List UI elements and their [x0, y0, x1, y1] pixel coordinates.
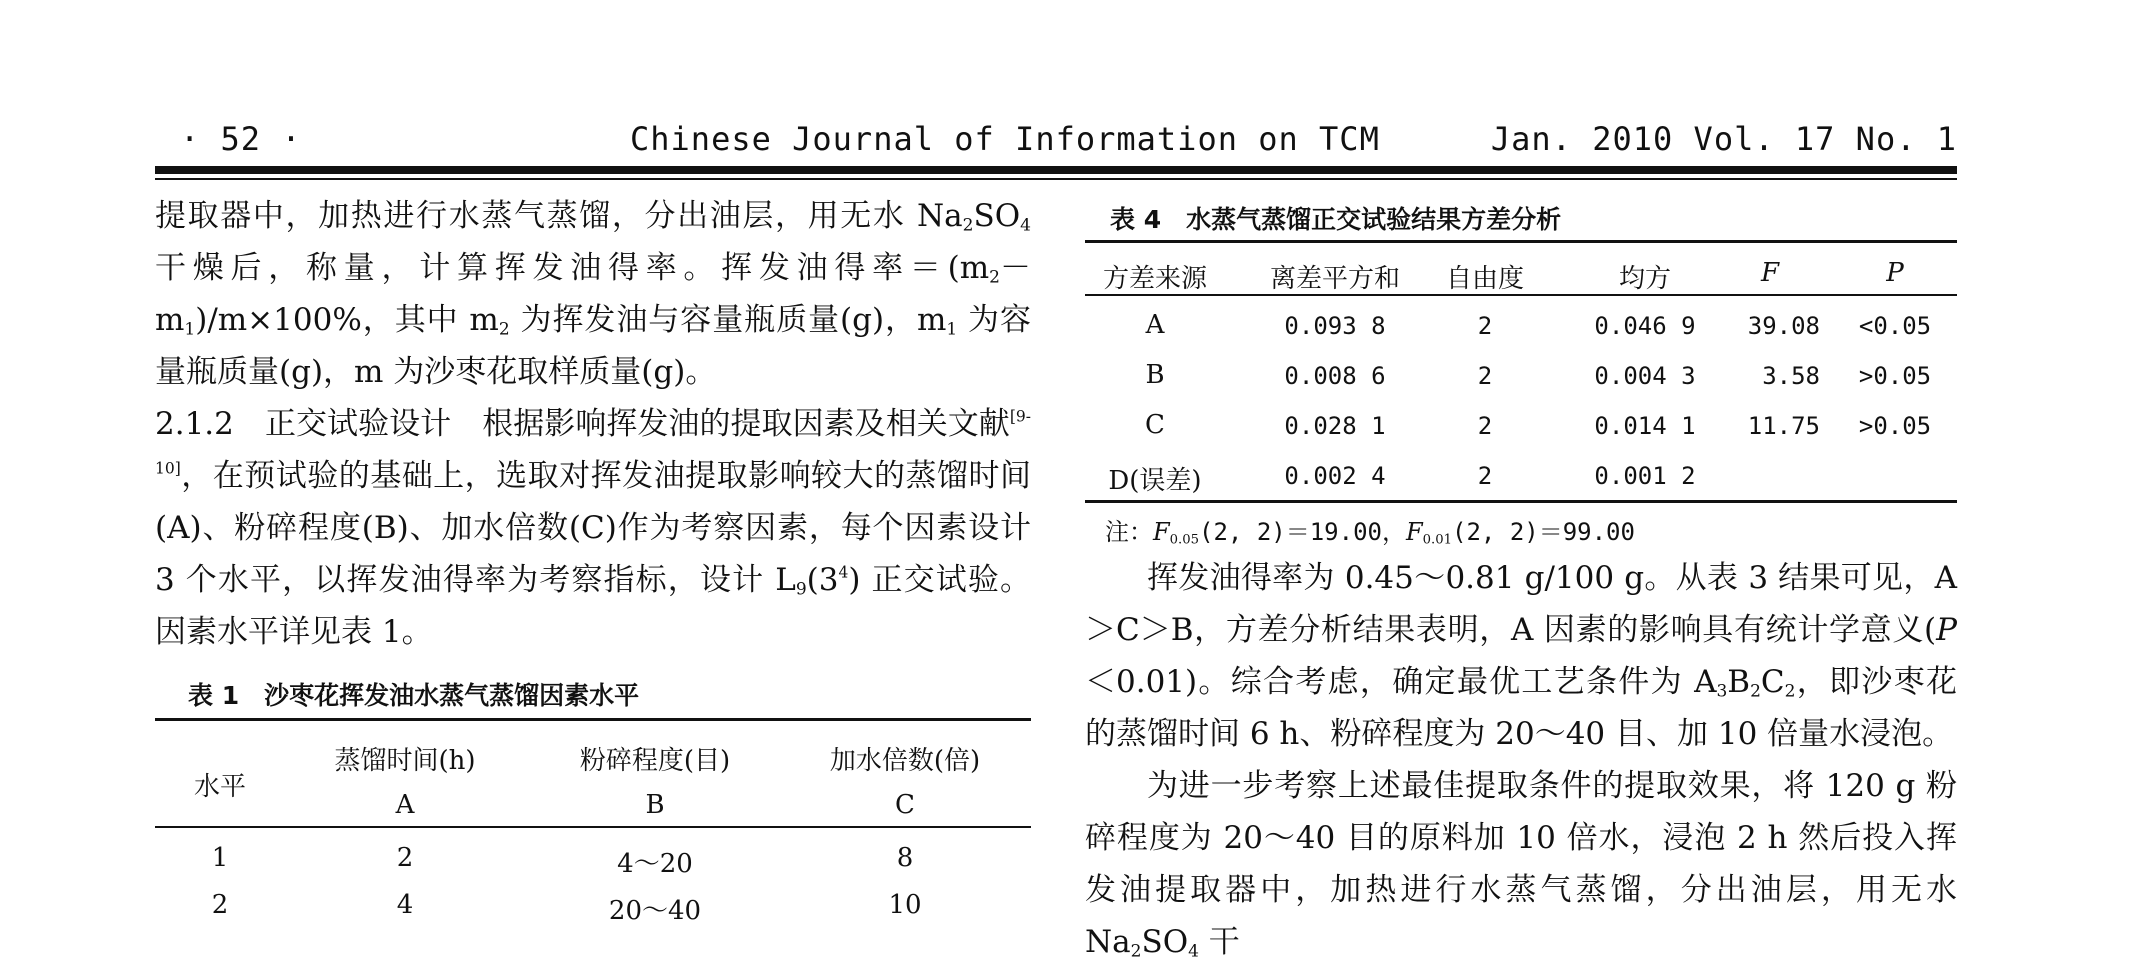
table4-cell: 2: [1477, 312, 1493, 340]
table4-cell: 0.028 1: [1284, 412, 1386, 440]
table1-header-rule: [155, 826, 1031, 828]
table1-header-grind: 粉碎程度(目): [579, 746, 731, 776]
table4-cell: 0.004 3: [1594, 362, 1696, 390]
table4-cell: 3.58: [1762, 362, 1820, 390]
table4-header-ms: 均方: [1618, 264, 1671, 294]
table4-header-p: P: [1886, 258, 1904, 288]
table4-cell: B: [1145, 360, 1165, 390]
table1-caption: 表 1 沙枣花挥发油水蒸气蒸馏因素水平: [188, 681, 640, 710]
table1-cell: 10: [888, 890, 922, 920]
table1-cell: 20～40: [608, 896, 702, 926]
table4-cell: 2: [1477, 462, 1493, 490]
table1-sub-a: A: [395, 790, 415, 820]
table1-cell: 1: [211, 843, 229, 873]
table4-cell: >0.05: [1858, 362, 1932, 390]
table4-header-f: F: [1760, 258, 1780, 288]
page-number: · 52 ·: [180, 120, 302, 158]
table4-cell: 2: [1477, 412, 1493, 440]
right-paragraph-2: 为进一步考察上述最佳提取条件的提取效果，将 120 g 粉碎程度为 20～40 目的原料加 10 倍水，浸泡 2 h 然后投入挥发油提取器中，加热进行水蒸气蒸馏，分出油层，用无水 $Na_2SO_4$ 干: [1085, 768, 1957, 962]
table4-note: 注：$F_{0.05}(2$, 2)＝19.00，$F_{0.01}(2$, 2)＝99.00: [1105, 518, 1635, 548]
table4-cell: 11.75: [1747, 412, 1820, 440]
table1-header-water: 加水倍数(倍): [829, 746, 981, 776]
table4-header-source: 方差来源: [1102, 264, 1207, 294]
table1-header-level: 水平: [193, 772, 246, 802]
table1-cell: 4～20: [617, 849, 693, 879]
table4-cell: 0.002 4: [1284, 462, 1386, 490]
table4-cell: 2: [1477, 362, 1493, 390]
table1-cell: 2: [211, 890, 229, 920]
table1-top-rule: [155, 718, 1031, 721]
table4-bottom-rule: [1085, 500, 1957, 503]
table4-cell: C: [1145, 410, 1165, 440]
header-rule-thick: [155, 166, 1957, 174]
table1-cell: 4: [396, 890, 414, 920]
left-column: [155, 190, 1031, 670]
table4-header-ss: 离差平方和: [1269, 264, 1400, 294]
table4-cell: <0.05: [1858, 312, 1932, 340]
header-rule-thin: [155, 178, 1957, 180]
table4-cell: D(误差): [1108, 466, 1202, 496]
table4-cell: 0.008 6: [1284, 362, 1386, 390]
left-paragraph-2: 2.1.2 正交试验设计 根据影响挥发油的提取因素及相关文献[9-10]，在预试验的基础上，选取对挥发油提取影响较大的蒸馏时间(A)、粉碎程度(B)、加水倍数(C)作为考察因素，每个因素设计 3 个水平，以挥发油得率为考察指标，设计 $L_9(3^4)$ 正交试验。因素水平详见表 1。: [155, 406, 1032, 650]
table4-header-rule: [1085, 294, 1957, 296]
table1-header-time: 蒸馏时间(h): [334, 746, 476, 776]
table4-cell: 0.046 9: [1594, 312, 1696, 340]
journal-title: Chinese Journal of Information on TCM: [630, 120, 1380, 158]
table1-sub-c: C: [895, 790, 915, 820]
table1-cell: 2: [396, 843, 414, 873]
table4-cell: 0.093 8: [1284, 312, 1386, 340]
right-paragraph-1: 挥发油得率为 0.45～0.81 g/100 g。从表 3 结果可见，A＞C＞B，方差分析结果表明，A 因素的影响具有统计学意义(P＜0.01)。综合考虑，确定最优工艺条件为 $A_3B_2C_2$，即沙枣花的蒸馏时间 6 h、粉碎程度为 20～40 目、加 10 倍量水浸泡。: [1085, 560, 1957, 752]
table4-caption: 表 4 水蒸气蒸馏正交试验结果方差分析: [1110, 205, 1562, 234]
table4-cell: 39.08: [1747, 312, 1820, 340]
table4-cell: 0.014 1: [1594, 412, 1696, 440]
right-column: [1085, 552, 1957, 962]
table4-cell: A: [1145, 310, 1165, 340]
table1-cell: 8: [896, 843, 914, 873]
issue-info: Jan. 2010 Vol. 17 No. 1: [1490, 120, 1957, 158]
left-paragraph-1: 提取器中，加热进行水蒸气蒸馏，分出油层，用无水 $Na_2SO_4$ 干燥后，称量，计算挥发油得率。挥发油得率$=(m_2-m_1)/m\times 100\%$，其中 $m_2$ 为挥发油与容量瓶质量(g)，$m_1$ 为容量瓶质量(g)，m 为沙枣花取样质量(g)。: [155, 198, 1032, 390]
table4-header-df: 自由度: [1445, 264, 1524, 294]
table1-sub-b: B: [645, 790, 665, 820]
table4-cell: >0.05: [1858, 412, 1932, 440]
table4-cell: 0.001 2: [1594, 462, 1696, 490]
table4-top-rule: [1085, 240, 1957, 243]
